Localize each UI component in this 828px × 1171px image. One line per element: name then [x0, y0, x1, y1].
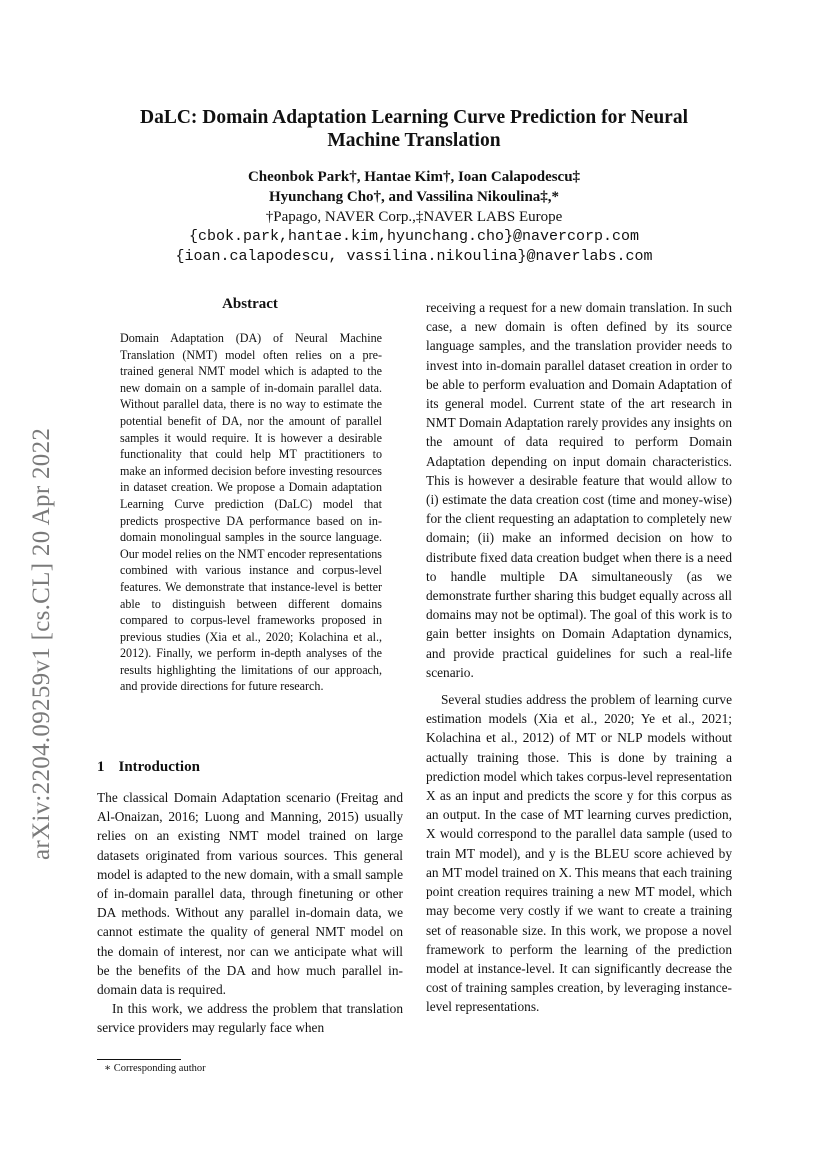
footnote: ∗ Corresponding author: [104, 1063, 206, 1074]
section-heading-introduction: [97, 759, 214, 776]
email-line-1: {cbok.park,hantae.kim,hyunchang.cho}@navercorp.com: [188, 228, 640, 245]
affiliation: †Papago, NAVER Corp.,‡NAVER LABS Europe: [265, 209, 563, 225]
paper-title: DaLC: Domain Adaptation Learning Curve Prediction for Neural Machine Translation: [140, 107, 688, 151]
abstract-heading: Abstract: [222, 296, 278, 312]
section-title: Introduction: [118, 759, 200, 775]
intro-paragraph-2: In this work, we address the problem that translation service providers may regularly face when: [97, 1001, 403, 1036]
abstract-text: Domain Adaptation (DA) of Neural Machine Translation (NMT) model often relies on a pre-trained general NMT model which is adapted to the new domain on a sample of in-domain parallel data. Without parallel data, there is no way to estimate the potential benefit of DA, nor the amount of parallel samples it would require. It is however a desirable functionality that could help MT practitioners to make an informed decision before investing resources in dataset creation. We propose a Domain adaptation Learning Curve prediction (DaLC) model that predicts prospective DA performance based on in-domain monolingual samples in the source language. Our model relies on the NMT encoder representations combined with various instance and corpus-level features. We demonstrate that instance-level is better able to distinguish between different domains compared to corpus-level frameworks proposed in previous studies (Xia et al., 2020; Kolachina et al., 2012). Finally, we perform in-depth analyses of the results highlighting the limitations of our approach, and provide directions for future research.: [120, 331, 382, 694]
author-block: [120, 167, 708, 267]
right-paragraph-2: Several studies address the problem of learning curve estimation models (Xia et al., 2020; Ye et al., 2021; Kolachina et al., 2012) of MT or NLP models without actually training those. This is done by training a prediction model which takes corpus-level representation X as an input and predicts the score y for this corpus as an output. In the case of MT learning curves prediction, X would correspond to the parallel data sample (used to train MT model), and y is the BLEU score achieved by an MT model trained on X. This means that each training point creation requires training a new MT model, which may become very costly if we want to create a training set of reasonable size. In this work, we propose a novel framework to perform the learning of the prediction model at instance-level. It can significantly decrease the cost of training samples creation, by leveraging instance-level representations.: [426, 692, 732, 1015]
section-number: 1: [97, 759, 105, 775]
right-column: [426, 298, 732, 1017]
email-line-2: {ioan.calapodescu, vassilina.nikoulina}@naverlabs.com: [175, 248, 653, 265]
right-paragraph-1: receiving a request for a new domain translation. In such case, a new domain is often defined by its source language samples, and the translation provider needs to invest into in-domain parallel dataset creation in order to be able to perform evaluation and Domain Adaptation of its general model. Current state of the art research in NMT Domain Adaptation rarely provides any insights on the amount of data required to perform Domain Adaptation depending on input domain characteristics. This is however a desirable feature that would allow to (i) estimate the data creation cost (time and money-wise) for the client requesting an adaptation to completely new domain; (ii) make an informed decision on how to distribute fixed data creation budget when there is a need to handle multiple DA simultaneously (as we demonstrate further sharing this budget equally across all domains may not be optimal). The goal of this work is to gain better insights on Domain Adaptation dynamics, and provide practical guidelines for such a real-life scenario.: [426, 300, 732, 680]
author-line-2: Hyunchang Cho†, and Vassilina Nikoulina‡,*: [268, 189, 560, 205]
intro-left-column: [97, 788, 403, 1038]
intro-paragraph-1: The classical Domain Adaptation scenario (Freitag and Al-Onaizan, 2016; Luong and Manning, 2015) usually relies on an existing NMT model trained on large datasets originated from various sources. This general model is adapted to the new domain, with a small sample of in-domain parallel data, through finetuning or other DA methods. Without any parallel in-domain data, we cannot estimate the quality of general NMT model on the domain of interest, nor can we anticipate what will be the benefits of the DA and how much parallel in-domain data is required.: [97, 790, 403, 998]
footnote-rule: [97, 1059, 181, 1060]
arxiv-stamp: arXiv:2204.09259v1 [cs.CL] 20 Apr 2022: [28, 427, 55, 860]
author-line-1: Cheonbok Park†, Hantae Kim†, Ioan Calapodescu‡: [247, 169, 581, 185]
